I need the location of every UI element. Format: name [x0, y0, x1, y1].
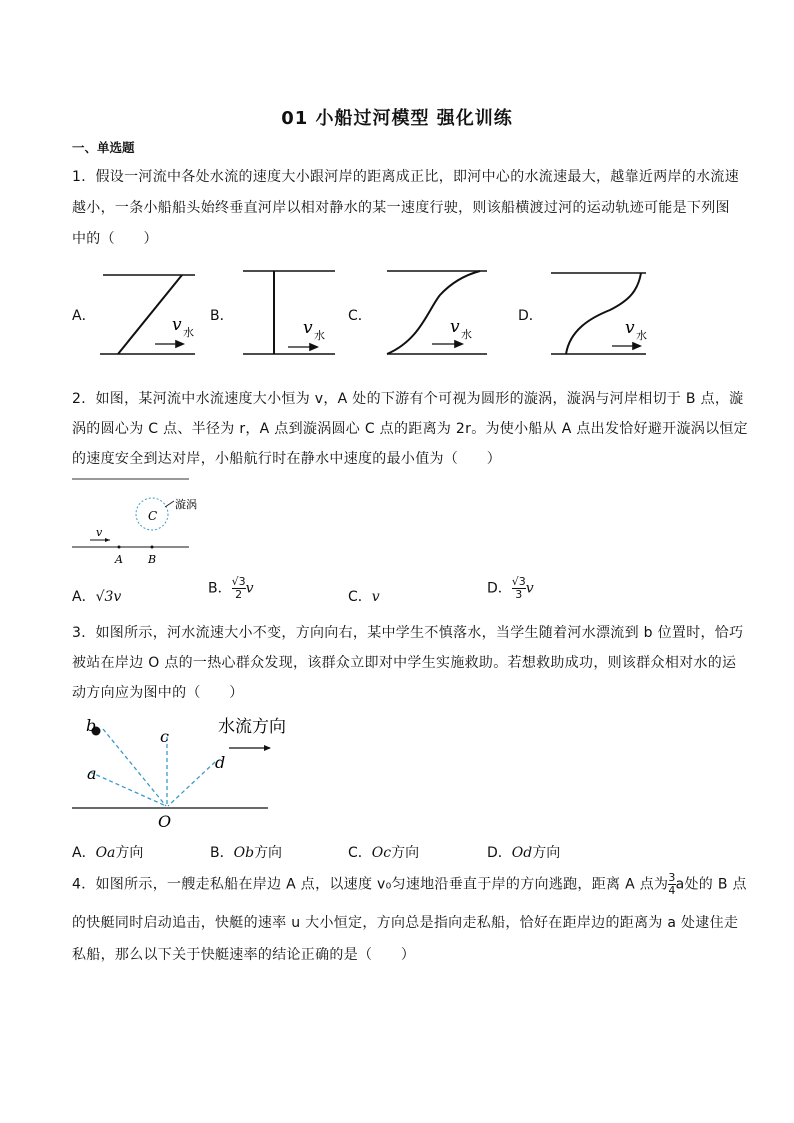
flow-direction-label: 水流方向 — [218, 717, 286, 737]
q3-figure — [72, 727, 271, 809]
q4-text-line: 私船，那么以下关于快艇速率的结论正确的是（ ） — [72, 947, 416, 963]
svg-text:水: 水 — [183, 326, 194, 339]
svg-text:c: c — [160, 727, 169, 746]
q1-figure-c — [387, 271, 487, 354]
svg-text:a: a — [87, 764, 97, 783]
q2-figure — [72, 479, 189, 549]
q1-text-line: 1．假设一河流中各处水流的速度大小跟河岸的距离成正比，即河中心的水流速最大，越靠近两岸的水流速 — [72, 169, 740, 185]
svg-text:A: A — [115, 553, 123, 566]
q2-option-d: D． $\frac{√3}{3}$ v — [487, 575, 534, 601]
q3-text-line: 动方向应为图中的（ ） — [72, 685, 244, 701]
svg-text:水: 水 — [636, 329, 647, 342]
q2-text-line: 的速度安全到达对岸，小船航行时在静水中速度的最小值为（ ） — [72, 451, 501, 467]
svg-text:O: O — [158, 812, 172, 831]
q1-figure-d — [551, 273, 646, 354]
svg-text:d: d — [215, 753, 226, 772]
q2-option-b: B． $\frac{√3}{2}$ v — [208, 575, 254, 601]
q3-text-line: 被站在岸边 O 点的一热心群众发现，该群众立即对中学生实施救助。若想救助成功，则该群众相对水的运 — [72, 655, 737, 671]
svg-text:v: v — [303, 318, 313, 338]
svg-text:水: 水 — [314, 329, 325, 342]
q3-option-b: B．Ob方向 — [210, 845, 283, 861]
q3-text-line: 3．如图所示，河水流速大小不变，方向向右，某中学生不慎落水，当学生随着河水漂流到 b 位置时，恰巧 — [72, 625, 744, 641]
q2-option-c: C．v — [348, 589, 380, 605]
vortex-label: 漩涡 — [175, 498, 197, 511]
q1-option-a: A． — [72, 308, 96, 324]
q4-text-line: 4．如图所示，一艘走私船在岸边 A 点，以速度 v₀匀速地沿垂直于岸的方向逃跑，距离 A 点为 $\frac{3}{4}$ a处的 B 点 — [72, 871, 747, 897]
q4-text-line: 的快艇同时启动追击，快艇的速率 u 大小恒定，方向总是指向走私船，恰好在距岸边的距离为 a 处逮住走 — [72, 915, 739, 931]
q3-option-a: A．Oa方向 — [72, 845, 144, 861]
svg-text:B: B — [148, 553, 157, 566]
q1-option-d: D． — [518, 308, 543, 324]
q2-option-a: A．√3v — [72, 589, 122, 605]
q1-text-line: 中的（ ） — [72, 231, 158, 247]
svg-text:C: C — [148, 509, 158, 523]
svg-text:v: v — [625, 318, 635, 338]
q1-option-c: C． — [348, 308, 372, 324]
q3-option-c: C．Oc方向 — [348, 845, 420, 861]
section-heading: 一、单选题 — [72, 140, 135, 155]
svg-text:v: v — [450, 317, 460, 337]
q1-option-b: B． — [210, 308, 234, 324]
q2-text-line: 2．如图，某河流中水流速度大小恒为 v，A 处的下游有个可视为圆形的漩涡，漩涡与河岸相切于 B 点，漩 — [72, 391, 744, 407]
svg-text:v: v — [96, 526, 103, 539]
svg-text:水: 水 — [461, 328, 472, 341]
q3-option-d: D．Od方向 — [487, 845, 561, 861]
page-title: 01 小船过河模型 强化训练 — [281, 108, 513, 129]
svg-text:v: v — [172, 315, 182, 335]
q1-text-line: 越小，一条小船船头始终垂直河岸以相对静水的某一速度行驶，则该船横渡过河的运动轨迹可能是下列图 — [72, 200, 730, 216]
q2-text-line: 涡的圆心为 C 点、半径为 r，A 点到漩涡圆心 C 点的距离为 2r。为使小船从 A 点出发恰好避开漩涡以恒定 — [72, 421, 748, 437]
svg-text:b: b — [86, 716, 97, 735]
